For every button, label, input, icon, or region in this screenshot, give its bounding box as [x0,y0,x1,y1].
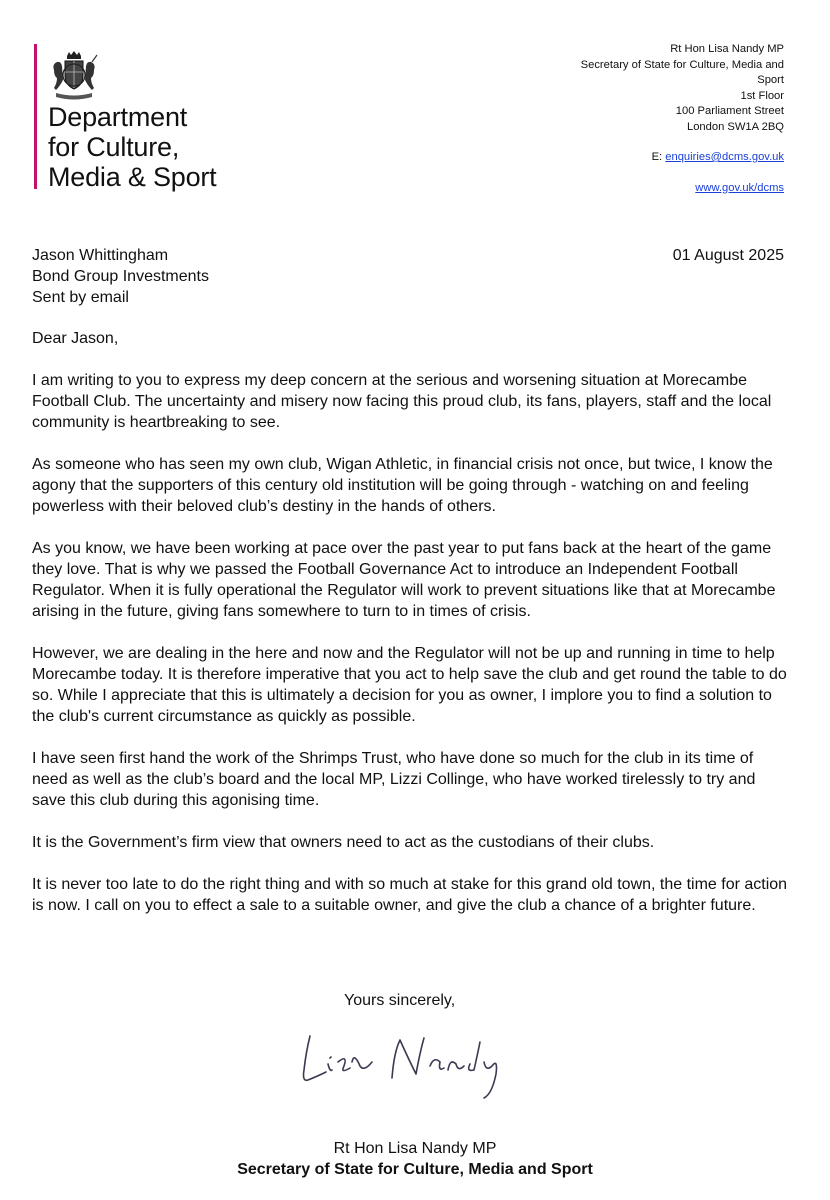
handwritten-signature [288,1022,528,1102]
department-name [48,102,216,192]
address-spacer-2 [484,166,784,181]
recipient-name: Jason Whittingham [32,247,169,264]
sender-title-line-1: Secretary of State for Culture, Media and [580,58,784,71]
sender-address-line-1: 1st Floor [740,89,784,102]
sender-title-line-2: Sport [757,74,784,86]
sender-address-line-3: London SW1A 2BQ [686,120,784,133]
signer-block [0,1138,830,1180]
body-paragraph: As you know, we have been working at pace over the past year to put fans back at the heart of the game they love. That is why we passed the Football Governance Act to introduce an Independent Football Regulator. When it is fully operational the Regulator will work to prevent situations like that at Morecambe arising in the future, giving fans somewhere to turn to in times of crisis. [32,540,776,620]
body-paragraph: However, we are dealing in the here and now and the Regulator will not be up and running in time to help Morecambe today. It is therefore imperative that you act to help save the club and get round the table to do so. While I appreciate that this is ultimately a decision for you as owner, I implore you to find a solution to the club's current circumstance as quickly as possible. [32,645,787,725]
letter-body [32,328,792,937]
website-link[interactable]: www.gov.uk/dcms [695,181,784,194]
body-paragraph: I have seen first hand the work of the Shrimps Trust, who have done so much for the club in its time of need as well as the club’s board and the local MP, Lizzi Collinge, who have worked tirelessly to try and save this club during this agonising time. [32,750,756,809]
body-paragraph: I am writing to you to express my deep concern at the serious and worsening situation at Morecambe Football Club. The uncertainty and misery now facing this proud club, its fans, players, staff and the local community is heartbreaking to see. [32,372,772,431]
department-name-line-1: Department [48,102,188,132]
sender-address-block [484,42,784,196]
signer-title: Secretary of State for Culture, Media and Sport [237,1161,593,1178]
dcms-logo [34,44,274,194]
closing: Yours sincerely, [344,992,456,1009]
letter-date: 01 August 2025 [672,247,784,264]
website-line [484,181,784,197]
body-paragraph: It is the Government’s firm view that owners need to act as the custodians of their clubs. [32,834,655,851]
sender-email-line [484,150,784,166]
sender-name: Rt Hon Lisa Nandy MP [670,43,784,55]
department-name-line-2: for Culture, [48,132,180,162]
salutation: Dear Jason, [32,330,119,347]
royal-coat-of-arms-icon [48,50,100,102]
email-link[interactable]: enquiries@dcms.gov.uk [665,151,784,163]
recipient-delivery: Sent by email [32,289,129,306]
email-label: E: [651,151,663,163]
body-paragraph: It is never too late to do the right thing and with so much at stake for this grand old town, the time for action is now. I call on you to effect a sale to a suitable owner, and give the club a chance of a brighter future. [32,876,788,914]
signer-name: Rt Hon Lisa Nandy MP [333,1140,497,1157]
sender-address-line-2: 100 Parliament Street [675,105,784,117]
department-name-line-3: Media & Sport [48,162,217,192]
recipient-block [32,245,209,308]
logo-accent-bar [34,44,37,189]
recipient-company: Bond Group Investments [32,268,209,285]
body-paragraph: As someone who has seen my own club, Wigan Athletic, in financial crisis not once, but twice, I know the agony that the supporters of this century old institution will be going through - watching on and feeling powerless with their beloved club’s destiny in the hands of others. [32,456,773,515]
address-spacer [484,135,784,150]
